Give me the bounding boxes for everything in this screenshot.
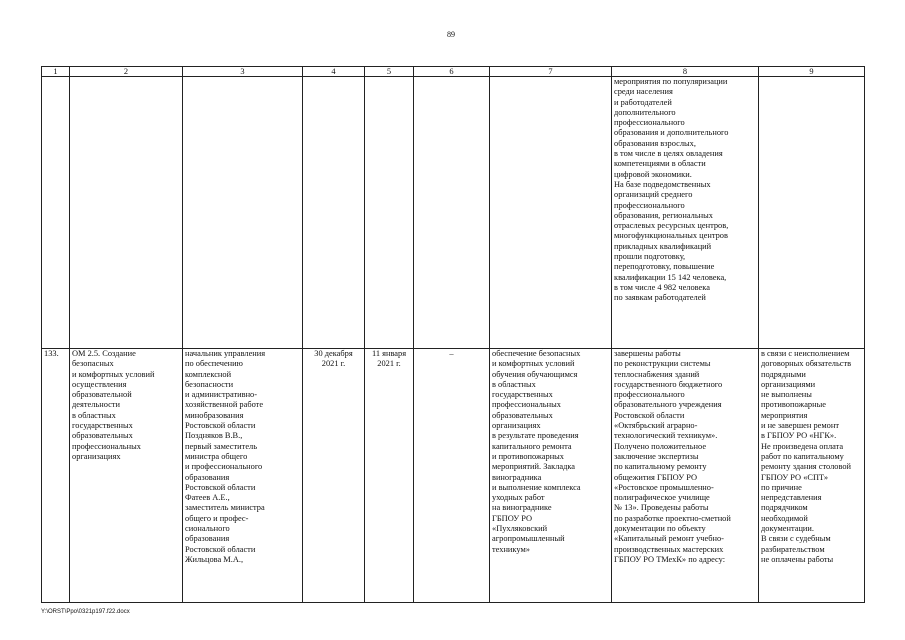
- text-line: прошли подготовку,: [614, 252, 686, 262]
- cell-col8-continued: [612, 77, 759, 349]
- text-line: ГБПОУ РО «СПТ»: [761, 472, 829, 482]
- text-line: ОМ 2.5. Создание: [72, 349, 136, 358]
- page-number: 89: [447, 30, 455, 39]
- text-line: мероприятия: [761, 410, 808, 420]
- report-table: [41, 66, 865, 603]
- text-line: образовательной: [72, 390, 132, 400]
- text-line: профессиональных: [72, 441, 141, 451]
- text-line: Жильцова М.А.,: [185, 554, 244, 564]
- text-line: комплексной: [185, 369, 232, 379]
- text-line: Получено положительное: [614, 441, 707, 451]
- text-line: противопожарные: [761, 400, 826, 410]
- cell-responsible: [183, 349, 303, 603]
- header-cell: 6: [414, 67, 490, 77]
- text-line: 2021 г.: [377, 359, 401, 369]
- text-line: полиграфическое училище: [614, 493, 710, 503]
- text-line: образования: [185, 534, 230, 544]
- text-line: образования, региональных: [614, 210, 713, 220]
- text-line: и комфортных условий: [492, 359, 575, 369]
- text-line: подрядными: [761, 369, 806, 379]
- text-line: организациями: [761, 379, 816, 389]
- text-line: образовательного учреждения: [614, 400, 722, 410]
- text-line: компетенциями в области: [614, 159, 706, 169]
- text-line: Ростовской области: [185, 482, 256, 492]
- text-line: производственных мастерских: [614, 544, 724, 554]
- text-line: обучения обучающимся: [492, 369, 578, 379]
- text-line: Фатеев А.Е.,: [185, 493, 230, 503]
- text-line: 11 января: [371, 349, 407, 358]
- text-line: министра общего: [185, 451, 248, 461]
- header-cell: 5: [365, 67, 414, 77]
- text-line: образования взрослых,: [614, 138, 696, 148]
- text-line: техникум»: [492, 544, 530, 554]
- text-line: минобразования: [185, 410, 244, 420]
- header-cell: 4: [303, 67, 365, 77]
- text-line: государственного бюджетного: [614, 379, 723, 389]
- text-line: договорных обязательств: [761, 359, 852, 369]
- text-line: по реконструкции системы: [614, 359, 711, 369]
- text-line: организациях: [492, 421, 541, 431]
- table-row-continued: [42, 77, 865, 349]
- text-line: безопасности: [185, 379, 234, 389]
- text-line: документации.: [761, 524, 814, 534]
- text-line: первый заместитель: [185, 441, 258, 451]
- text-line: и не завершен ремонт: [761, 421, 839, 431]
- text-line: сионального: [185, 524, 230, 534]
- text-line: «Капитальный ремонт учебно-: [614, 534, 724, 544]
- text-line: в областных: [492, 379, 536, 389]
- text-line: на винограднике: [492, 503, 552, 513]
- text-line: по капитальному ремонту: [614, 462, 707, 472]
- text-line: цифровой экономики.: [614, 169, 692, 179]
- text-line: 30 декабря: [314, 349, 353, 358]
- text-line: капитального ремонта: [492, 441, 572, 451]
- text-line: организациях: [72, 451, 121, 461]
- text-line: осуществления: [72, 379, 127, 389]
- header-cell: 8: [612, 67, 759, 77]
- text-line: образования и дополнительного: [614, 128, 729, 138]
- text-line: многофункциональных центров: [614, 231, 728, 241]
- file-path-footer: Y:\ORST\Ppo\0321p197.f22.docx: [41, 609, 130, 615]
- text-line: и профессионального: [185, 462, 263, 472]
- text-line: общего и профес-: [185, 513, 249, 523]
- text-line: образовательных: [72, 431, 133, 441]
- text-line: завершены работы: [614, 349, 681, 358]
- text-line: и комфортных условий: [72, 369, 155, 379]
- text-line: общежития ГБПОУ РО: [614, 472, 698, 482]
- text-line: в связи с неисполнением: [761, 349, 850, 358]
- text-line: «Ростовское промышленно-: [614, 482, 714, 492]
- text-line: государственных: [492, 390, 553, 400]
- text-line: непредставления: [761, 493, 822, 503]
- text-line: технологический техникум».: [614, 431, 718, 441]
- text-line: заместитель министра: [185, 503, 265, 513]
- cell-planned-date: [303, 349, 365, 603]
- text-line: безопасных: [72, 359, 114, 369]
- text-line: ГБПОУ РО ТМехК» по адресу:: [614, 554, 726, 564]
- text-line: начальник управления: [185, 349, 266, 358]
- text-line: по разработке проектно-сметной: [614, 513, 731, 523]
- text-line: в ГБПОУ РО «НГК».: [761, 431, 837, 441]
- header-cell: 3: [183, 67, 303, 77]
- cell-actual-date: [365, 349, 414, 603]
- text-line: квалификации 15 142 человека,: [614, 272, 727, 282]
- text-line: ремонту здания столовой: [761, 462, 852, 472]
- header-cell: 9: [759, 67, 865, 77]
- text-line: мероприятия по популяризации: [614, 77, 728, 86]
- cell-col6: –: [414, 349, 490, 603]
- text-line: работ по капитальному: [761, 451, 844, 461]
- text-line: организаций среднего: [614, 190, 693, 200]
- text-line: На базе подведомственных: [614, 179, 711, 189]
- text-line: и административно-: [185, 390, 258, 400]
- text-line: заключение экспертизы: [614, 451, 699, 461]
- text-line: дополнительного: [614, 107, 676, 117]
- text-line: Не произведена оплата: [761, 441, 844, 451]
- text-line: не оплачены работы: [761, 554, 834, 564]
- cell-actual-result: [612, 349, 759, 603]
- text-line: подрядчиком: [761, 503, 808, 513]
- text-line: «Пухляковский: [492, 524, 548, 534]
- text-line: и работодателей: [614, 97, 672, 107]
- text-line: «Октябрьский аграрно-: [614, 421, 698, 431]
- cell-expected-result: [490, 349, 612, 603]
- text-line: 2021 г.: [321, 359, 346, 369]
- table-row-133: [42, 349, 865, 603]
- text-line: Поздняков В.В.,: [185, 431, 243, 441]
- text-line: отраслевых ресурсных центров,: [614, 221, 729, 231]
- text-line: государственных: [72, 421, 133, 431]
- text-line: хозяйственной работе: [185, 400, 264, 410]
- text-line: необходимой: [761, 513, 808, 523]
- text-line: профессионального: [614, 118, 685, 128]
- header-cell: 1: [42, 67, 70, 77]
- text-line: профессионального: [614, 390, 685, 400]
- cell-measure: [70, 349, 183, 603]
- text-line: Ростовской области: [614, 410, 685, 420]
- text-line: деятельности: [72, 400, 120, 410]
- text-line: Ростовской области: [185, 544, 256, 554]
- text-line: образовательных: [492, 410, 553, 420]
- text-line: обеспечение безопасных: [492, 349, 581, 358]
- text-line: документации по объекту: [614, 524, 706, 534]
- text-line: виноградника: [492, 472, 542, 482]
- text-line: образования: [185, 472, 230, 482]
- text-line: В связи с судебным: [761, 534, 831, 544]
- header-cell: 7: [490, 67, 612, 77]
- text-line: по причине: [761, 482, 802, 492]
- text-line: № 13». Проведены работы: [614, 503, 709, 513]
- text-line: профессионального: [614, 200, 685, 210]
- text-line: разбирательством: [761, 544, 825, 554]
- text-line: Ростовской области: [185, 421, 256, 431]
- text-line: и противопожарных: [492, 451, 564, 461]
- text-line: по заявкам работодателей: [614, 293, 706, 303]
- text-line: ГБПОУ РО: [492, 513, 533, 523]
- text-line: в том числе в целях овладения: [614, 149, 723, 159]
- text-line: уходных работ: [492, 493, 545, 503]
- text-line: не выполнены: [761, 390, 812, 400]
- text-line: теплоснабжения зданий: [614, 369, 700, 379]
- text-line: в областных: [72, 410, 116, 420]
- text-line: агропромышленный: [492, 534, 565, 544]
- text-line: среди населения: [614, 87, 673, 97]
- text-line: в том числе 4 982 человека: [614, 282, 710, 292]
- header-cell: 2: [70, 67, 183, 77]
- text-line: в результате проведения: [492, 431, 579, 441]
- text-line: по обеспечению: [185, 359, 243, 369]
- cell-problems: [759, 349, 865, 603]
- text-line: мероприятий. Закладка: [492, 462, 576, 472]
- text-line: переподготовку, повышение: [614, 262, 715, 272]
- text-line: и выполнение комплекса: [492, 482, 581, 492]
- row-number: 133.: [42, 349, 70, 603]
- text-line: прикладных квалификаций: [614, 241, 712, 251]
- text-line: профессиональных: [492, 400, 561, 410]
- table-header-row: [42, 67, 865, 77]
